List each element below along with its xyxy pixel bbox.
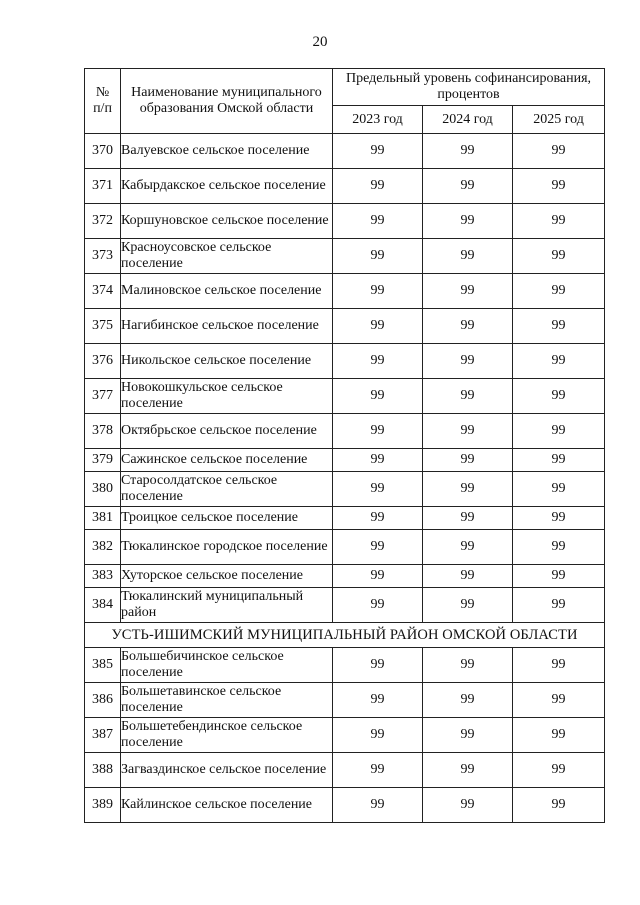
level-2025-cell: 99 [513, 530, 605, 565]
header-year-2023: 2023 год [333, 106, 423, 134]
level-2024-cell: 99 [423, 449, 513, 472]
level-2024-cell: 99 [423, 344, 513, 379]
table-row [85, 507, 605, 530]
level-2024-cell: 99 [423, 788, 513, 823]
level-2024-cell: 99 [423, 718, 513, 753]
level-2025-cell: 99 [513, 507, 605, 530]
municipality-name-cell: Малиновское сельское поселение [121, 274, 333, 309]
level-2025-cell: 99 [513, 379, 605, 414]
level-2025-cell: 99 [513, 309, 605, 344]
level-2025-cell: 99 [513, 239, 605, 274]
level-2025-cell: 99 [513, 588, 605, 623]
row-number-cell: 387 [85, 718, 121, 753]
level-2024-cell: 99 [423, 204, 513, 239]
table-row [85, 414, 605, 449]
row-number-cell: 383 [85, 565, 121, 588]
level-2025-cell: 99 [513, 414, 605, 449]
row-number-cell: 374 [85, 274, 121, 309]
level-2023-cell: 99 [333, 309, 423, 344]
row-number-cell: 384 [85, 588, 121, 623]
level-2023-cell: 99 [333, 588, 423, 623]
level-2025-cell: 99 [513, 449, 605, 472]
level-2023-cell: 99 [333, 472, 423, 507]
header-num [85, 69, 121, 134]
level-2023-cell: 99 [333, 449, 423, 472]
table-row [85, 472, 605, 507]
level-2024-cell: 99 [423, 507, 513, 530]
level-2024-cell: 99 [423, 309, 513, 344]
level-2025-cell: 99 [513, 274, 605, 309]
level-2025-cell: 99 [513, 134, 605, 169]
row-number-cell: 381 [85, 507, 121, 530]
table-row [85, 274, 605, 309]
level-2025-cell: 99 [513, 788, 605, 823]
municipality-name-cell: Старосолдатское сельское поселение [121, 472, 333, 507]
row-number-cell: 378 [85, 414, 121, 449]
row-number-cell: 385 [85, 648, 121, 683]
municipality-name-cell: Коршуновское сельское поселение [121, 204, 333, 239]
table-row [85, 648, 605, 683]
municipality-name-cell: Кайлинское сельское поселение [121, 788, 333, 823]
municipality-name-cell: Нагибинское сельское поселение [121, 309, 333, 344]
level-2024-cell: 99 [423, 134, 513, 169]
table-row [85, 344, 605, 379]
cofinancing-table [84, 68, 605, 823]
municipality-name-cell: Хуторское сельское поселение [121, 565, 333, 588]
table-row [85, 309, 605, 344]
level-2024-cell: 99 [423, 472, 513, 507]
table-header [85, 69, 605, 134]
municipality-name-cell: Красноусовское сельское поселение [121, 239, 333, 274]
level-2023-cell: 99 [333, 683, 423, 718]
level-2023-cell: 99 [333, 565, 423, 588]
section-row [85, 623, 605, 648]
municipality-name-cell: Валуевское сельское поселение [121, 134, 333, 169]
level-2023-cell: 99 [333, 648, 423, 683]
level-2023-cell: 99 [333, 239, 423, 274]
header-year-2024: 2024 год [423, 106, 513, 134]
level-2024-cell: 99 [423, 169, 513, 204]
municipality-name-cell: Никольское сельское поселение [121, 344, 333, 379]
table-row [85, 718, 605, 753]
municipality-name-cell: Большебичинское сельское поселение [121, 648, 333, 683]
row-number-cell: 372 [85, 204, 121, 239]
municipality-name-cell: Большетавинское сельское поселение [121, 683, 333, 718]
level-2025-cell: 99 [513, 683, 605, 718]
header-year-2025: 2025 год [513, 106, 605, 134]
table-row [85, 565, 605, 588]
municipality-name-cell: Загваздинское сельское поселение [121, 753, 333, 788]
header-num-label: № п/п [93, 85, 112, 116]
level-2023-cell: 99 [333, 414, 423, 449]
level-2023-cell: 99 [333, 344, 423, 379]
municipality-name-cell: Новокошкульское сельское поселение [121, 379, 333, 414]
level-2023-cell: 99 [333, 530, 423, 565]
table-row [85, 379, 605, 414]
row-number-cell: 371 [85, 169, 121, 204]
level-2024-cell: 99 [423, 379, 513, 414]
section-block [85, 623, 605, 648]
row-number-cell: 377 [85, 379, 121, 414]
level-2025-cell: 99 [513, 753, 605, 788]
level-2023-cell: 99 [333, 274, 423, 309]
municipality-name-cell: Кабырдакское сельское поселение [121, 169, 333, 204]
table-body-before [85, 134, 605, 623]
municipality-name-cell: Троицкое сельское поселение [121, 507, 333, 530]
row-number-cell: 379 [85, 449, 121, 472]
table-row [85, 788, 605, 823]
row-number-cell: 380 [85, 472, 121, 507]
level-2025-cell: 99 [513, 344, 605, 379]
level-2023-cell: 99 [333, 788, 423, 823]
section-title: УСТЬ-ИШИМСКИЙ МУНИЦИПАЛЬНЫЙ РАЙОН ОМСКОЙ ОБЛАСТИ [85, 623, 605, 648]
table-body-after [85, 648, 605, 823]
municipality-name-cell: Тюкалинское городское поселение [121, 530, 333, 565]
level-2023-cell: 99 [333, 169, 423, 204]
level-2024-cell: 99 [423, 588, 513, 623]
level-2025-cell: 99 [513, 472, 605, 507]
level-2024-cell: 99 [423, 753, 513, 788]
level-2024-cell: 99 [423, 274, 513, 309]
level-2023-cell: 99 [333, 379, 423, 414]
level-2024-cell: 99 [423, 530, 513, 565]
table-row [85, 753, 605, 788]
row-number-cell: 370 [85, 134, 121, 169]
level-2024-cell: 99 [423, 565, 513, 588]
table-row [85, 449, 605, 472]
table-row [85, 204, 605, 239]
level-2024-cell: 99 [423, 414, 513, 449]
row-number-cell: 382 [85, 530, 121, 565]
municipality-name-cell: Октябрьское сельское поселение [121, 414, 333, 449]
municipality-name-cell: Сажинское сельское поселение [121, 449, 333, 472]
level-2024-cell: 99 [423, 648, 513, 683]
level-2023-cell: 99 [333, 507, 423, 530]
level-2025-cell: 99 [513, 204, 605, 239]
level-2023-cell: 99 [333, 134, 423, 169]
row-number-cell: 373 [85, 239, 121, 274]
table-row [85, 169, 605, 204]
table-row [85, 683, 605, 718]
level-2025-cell: 99 [513, 169, 605, 204]
row-number-cell: 386 [85, 683, 121, 718]
level-2025-cell: 99 [513, 718, 605, 753]
table-row [85, 530, 605, 565]
row-number-cell: 375 [85, 309, 121, 344]
header-level: Предельный уровень софинансирования, процентов [333, 69, 605, 106]
level-2023-cell: 99 [333, 204, 423, 239]
table-row [85, 588, 605, 623]
page-number: 20 [312, 34, 328, 50]
row-number-cell: 389 [85, 788, 121, 823]
row-number-cell: 388 [85, 753, 121, 788]
table-row [85, 134, 605, 169]
level-2025-cell: 99 [513, 648, 605, 683]
municipality-name-cell: Тюкалинский муниципальный район [121, 588, 333, 623]
level-2025-cell: 99 [513, 565, 605, 588]
level-2023-cell: 99 [333, 753, 423, 788]
table-row [85, 239, 605, 274]
header-name: Наименование муниципального образования Омской области [121, 69, 333, 134]
level-2024-cell: 99 [423, 683, 513, 718]
level-2024-cell: 99 [423, 239, 513, 274]
municipality-name-cell: Большетебендинское сельское поселение [121, 718, 333, 753]
level-2023-cell: 99 [333, 718, 423, 753]
row-number-cell: 376 [85, 344, 121, 379]
